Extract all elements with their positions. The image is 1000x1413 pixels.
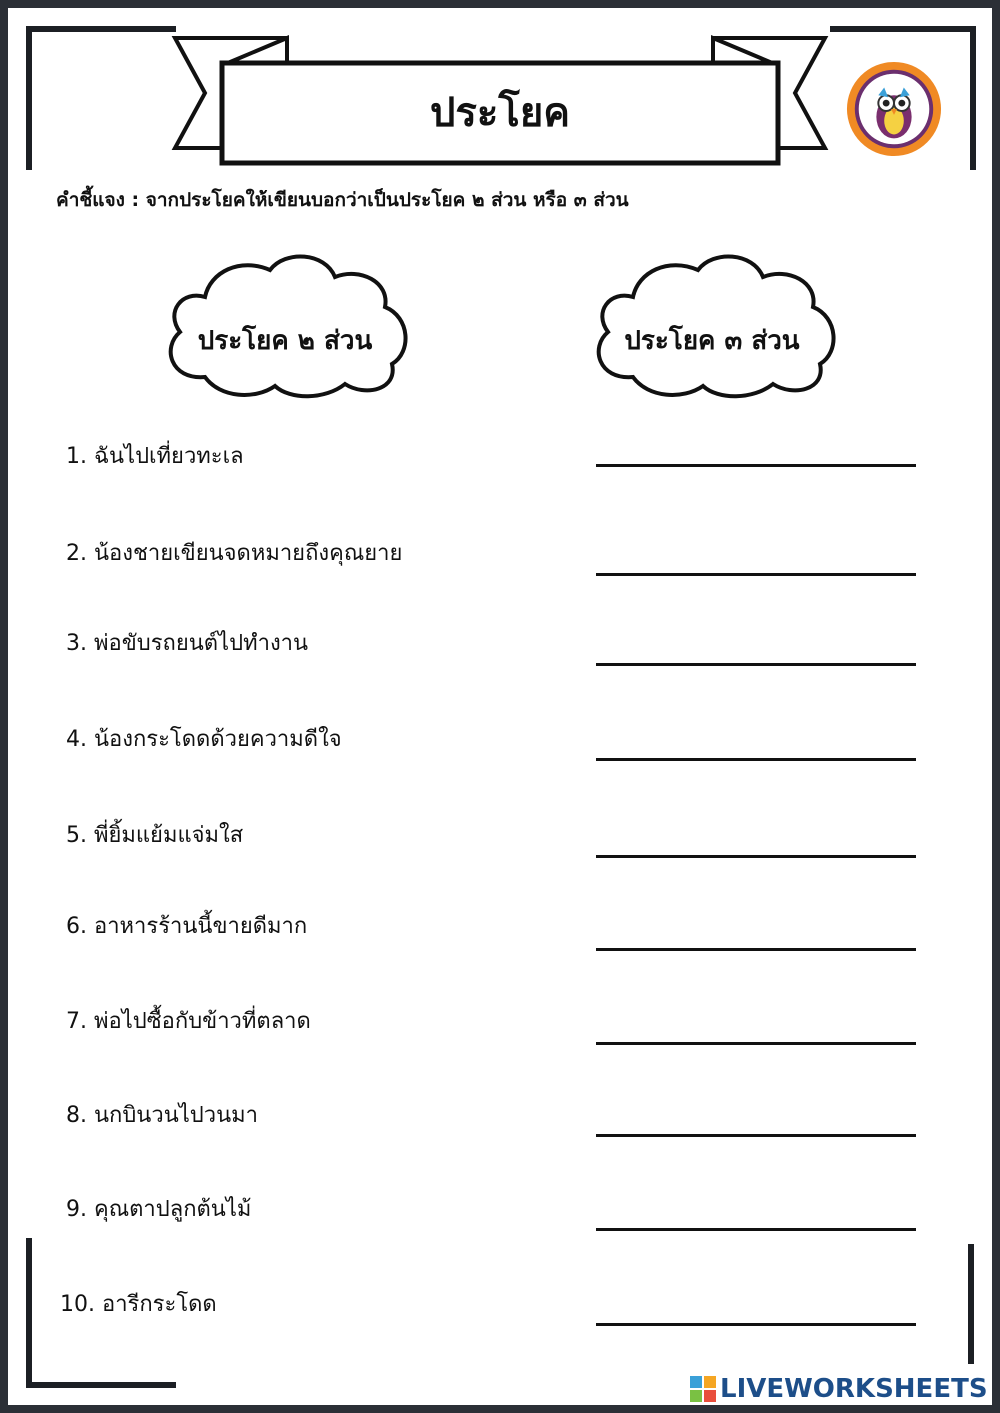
- corner-bracket-top-left-h: [26, 26, 176, 32]
- cloud-label-two-parts: ประโยค ๒ ส่วน: [197, 326, 373, 356]
- corner-bracket-top-right-v: [970, 26, 976, 170]
- answer-line-6[interactable]: [596, 948, 916, 951]
- answer-line-5[interactable]: [596, 855, 916, 858]
- instruction-text: คำชี้แจง : จากประโยคให้เขียนบอกว่าเป็นประโยค ๒ ส่วน หรือ ๓ ส่วน: [56, 189, 629, 211]
- owl-logo-icon: [845, 60, 943, 158]
- answer-line-2[interactable]: [596, 573, 916, 576]
- sentence-item-10: 10. อารีกระโดด: [60, 1292, 217, 1317]
- page-title: ประโยค: [429, 90, 571, 136]
- sentence-item-4: 4. น้องกระโดดด้วยความดีใจ: [66, 727, 342, 752]
- liveworksheets-text: LIVEWORKSHEETS: [720, 1374, 988, 1404]
- sentence-item-1: 1. ฉันไปเที่ยวทะเล: [66, 444, 244, 469]
- corner-bracket-bottom-left-h: [26, 1382, 176, 1388]
- sentence-item-8: 8. นกบินวนไปวนมา: [66, 1103, 259, 1128]
- corner-bracket-bottom-right-v: [968, 1244, 974, 1364]
- sentence-item-6: 6. อาหารร้านนี้ขายดีมาก: [66, 914, 308, 939]
- sentence-item-2: 2. น้องชายเขียนจดหมายถึงคุณยาย: [66, 541, 403, 566]
- liveworksheets-brand[interactable]: [690, 1374, 988, 1404]
- answer-line-10[interactable]: [596, 1323, 916, 1326]
- answer-line-9[interactable]: [596, 1228, 916, 1231]
- cloud-label-three-parts: ประโยค ๓ ส่วน: [624, 326, 800, 356]
- answer-line-7[interactable]: [596, 1042, 916, 1045]
- liveworksheets-icon: [690, 1376, 716, 1402]
- answer-line-8[interactable]: [596, 1134, 916, 1137]
- answer-line-1[interactable]: [596, 464, 916, 467]
- sentence-item-3: 3. พ่อขับรถยนต์ไปทำงาน: [66, 631, 309, 656]
- answer-line-4[interactable]: [596, 758, 916, 761]
- answer-line-3[interactable]: [596, 663, 916, 666]
- sentence-item-7: 7. พ่อไปซื้อกับข้าวที่ตลาด: [66, 1009, 311, 1034]
- sentence-item-5: 5. พี่ยิ้มแย้มแจ่มใส: [66, 823, 244, 848]
- corner-bracket-bottom-left-v: [26, 1238, 32, 1388]
- corner-bracket-top-left-v: [26, 26, 32, 170]
- corner-bracket-top-right-h: [830, 26, 976, 32]
- sentence-item-9: 9. คุณตาปลูกต้นไม้: [66, 1197, 252, 1222]
